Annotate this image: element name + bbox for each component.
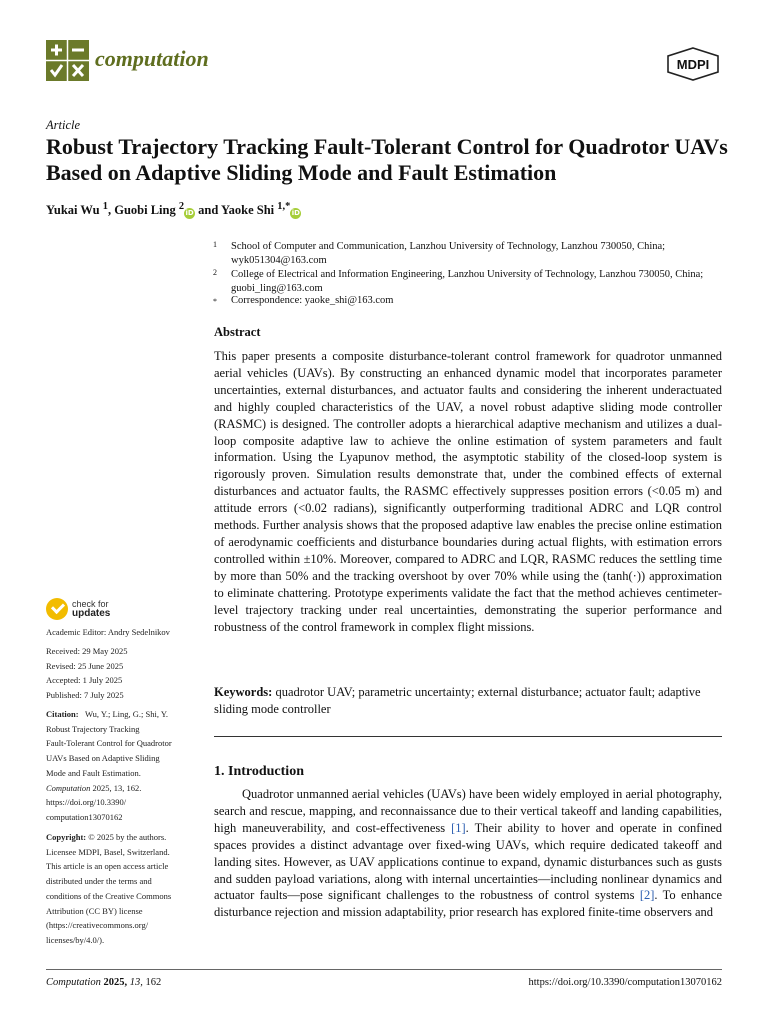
received-date: Received: 29 May 2025 bbox=[46, 646, 128, 656]
copyright-block bbox=[46, 830, 201, 948]
check-updates-icon bbox=[46, 598, 68, 620]
author-name[interactable]: Yaoke Shi bbox=[221, 203, 275, 218]
intro-text-part: . To enhance disturbance rejection and mission adaptability, prior research has explored finite-time observers and bbox=[214, 888, 722, 920]
correspondence-text: Correspondence: yaoke_shi@163.com bbox=[231, 295, 394, 306]
license-link[interactable]: (https://creativecommons.org/ bbox=[46, 920, 149, 931]
author-affiliation-sup: 2 bbox=[178, 201, 185, 212]
citation-block bbox=[46, 707, 201, 825]
academic-editor: Academic Editor: Andry Sedelnikov bbox=[46, 627, 170, 637]
reference-link[interactable]: [2] bbox=[639, 888, 655, 903]
footer-year: 2025, bbox=[103, 977, 128, 988]
copyright-line: © 2025 by the authors. bbox=[88, 832, 167, 842]
check-for-updates-badge[interactable] bbox=[46, 598, 176, 622]
copyright-line: Attribution (CC BY) license bbox=[46, 905, 143, 916]
affiliation-text: College of Electrical and Information Engineering, Lanzhou University of Technology, Lanzhou 730050, China; guobi_ling@163.com bbox=[231, 269, 704, 294]
article-title: Robust Trajectory Tracking Fault-Tolerant Control for Quadrotor UAVs Based on Adaptive Sliding Mode and Fault Estimation bbox=[46, 134, 728, 185]
citation-line: Wu, Y.; Ling, G.; Shi, Y. bbox=[84, 709, 168, 719]
accepted-date: Accepted: 1 July 2025 bbox=[46, 675, 123, 686]
article-type: Article bbox=[46, 118, 81, 132]
keywords-label: Keywords: bbox=[214, 685, 273, 699]
journal-name: computation bbox=[95, 46, 209, 71]
correspondence-mark: * bbox=[213, 297, 217, 306]
footer-citation bbox=[46, 977, 161, 988]
section-heading: 1. Introduction bbox=[214, 764, 304, 779]
affiliation-number: 1 bbox=[213, 240, 217, 249]
author-name[interactable]: Guobi Ling bbox=[114, 203, 176, 218]
journal-logo-icon bbox=[46, 40, 89, 81]
citation-label: Citation: bbox=[46, 709, 79, 719]
citation-doi-link[interactable]: https://doi.org/10.3390/ bbox=[46, 797, 127, 808]
publication-dates bbox=[46, 644, 201, 703]
affiliation-text: School of Computer and Communication, Lanzhou University of Technology, Lanzhou 730050, China; wyk051304@163.com bbox=[231, 241, 666, 266]
author-affiliation-sup: 1,* bbox=[277, 201, 291, 212]
citation-journal: Computation bbox=[46, 782, 91, 793]
published-date: Published: 7 July 2025 bbox=[46, 690, 124, 701]
intro-text-part: . Their ability to hover and operate in confined spaces provides a distinct advantage over fixed-wing UAVs, which require dedicated takeoff and landing sites. However, as UAV applications continue to expand, dynamic disturbances such as gusts and sudden payload variations, along with internal uncertainties—including nonlinear dynamics and actuator faults—pose significant challenges to the robustness of control systems bbox=[214, 820, 722, 903]
footer-volume: 13, bbox=[129, 977, 143, 988]
affiliation-number: 2 bbox=[213, 268, 217, 277]
copyright-line: Licensee MDPI, Basel, Switzerland. bbox=[46, 846, 170, 857]
copyright-line: conditions of the Creative Commons bbox=[46, 890, 172, 901]
orcid-icon[interactable]: iD bbox=[185, 209, 194, 218]
copyright-line: distributed under the terms and bbox=[46, 876, 152, 887]
citation-line: Fault-Tolerant Control for Quadrotor bbox=[46, 738, 172, 749]
publisher-name: MDPI bbox=[676, 57, 710, 72]
mdpi-logo-icon bbox=[666, 47, 720, 81]
copyright-label: Copyright: bbox=[46, 832, 87, 842]
citation-details: 2025, 13, 162. bbox=[92, 782, 142, 793]
footer-doi-link[interactable]: https://doi.org/10.3390/computation13070162 bbox=[528, 977, 722, 988]
footer-article-number: 162 bbox=[145, 977, 162, 988]
author-name[interactable]: Yukai Wu bbox=[46, 203, 100, 218]
introduction-text bbox=[214, 786, 722, 921]
section-divider bbox=[214, 736, 722, 737]
citation-line: Robust Trajectory Tracking bbox=[46, 723, 140, 734]
orcid-icon[interactable]: iD bbox=[291, 209, 300, 218]
check-updates-text bbox=[72, 599, 110, 619]
license-link[interactable]: licenses/by/4.0/). bbox=[46, 934, 105, 945]
footer-journal: Computation bbox=[46, 977, 101, 988]
revised-date: Revised: 25 June 2025 bbox=[46, 660, 124, 671]
citation-line: UAVs Based on Adaptive Sliding bbox=[46, 753, 160, 764]
abstract-heading: Abstract bbox=[214, 325, 261, 339]
abstract-text: This paper presents a composite disturbance-tolerant control framework for quadrotor unmanned aerial vehicles (UAVs). By constructing an enhanced dynamic model that incorporates parameter uncertainties, external disturbances, and actuator faults and considering the inherent underactuated and highly coupled characteristics of the UAV, a novel robust adaptive sliding mode controller (RASMC) is designed. The controller adopts a hierarchical adaptive mechanism and utilizes a dual-loop composite adaptive law to achieve the online estimation of system parameters and fault information. Using the Lyapunov method, the asymptotic stability of the closed-loop system is rigorously proven. Simulation results demonstrate that, under the combined effects of external disturbances and actuator faults, the RASMC effectively suppresses position errors (<0.05 m) and attitude errors (<0.02 radians), significantly outperforming traditional ADRC and LQR control methods. Further analysis shows that the proposed adaptive law enables the precise online estimation of aerodynamic coefficients and disturbance boundaries during actual flights, with estimation errors controlled within ±10%. Moreover, compared to ADRC and LQR, RASMC reduces the settling time by more than 50% and the tracking overshoot by over 70% while using the (tanh(·)) approximation to eliminate chattering. Prototype experiments validate the fact that the method achieves centimeter-level trajectory tracking under real uncertainties, demonstrating the superior performance and robustness of the control framework in complex flight missions. bbox=[214, 349, 722, 634]
check-updates-line2: updates bbox=[72, 608, 111, 619]
author-affiliation-sup: 1 bbox=[102, 201, 108, 212]
keywords-text: quadrotor UAV; parametric uncertainty; external disturbance; actuator fault; adaptive sliding mode controller bbox=[214, 685, 701, 716]
check-updates-line1: check for bbox=[72, 599, 109, 609]
intro-text-part: Quadrotor unmanned aerial vehicles (UAVs) have been widely employed in aerial photography, search and rescue, mapping, and reconnaissance due to their vertical takeoff and landing capabilities, high maneuverability, and cost-effectiveness bbox=[214, 787, 722, 835]
author-list: Yukai Wu $^1$, Guobi Ling $^2$iD and Yaoke Shi $^{1,*}$iD bbox=[46, 201, 300, 218]
citation-doi-link[interactable]: computation13070162 bbox=[46, 811, 123, 822]
keywords bbox=[214, 684, 722, 718]
copyright-line: This article is an open access article bbox=[46, 861, 169, 872]
citation-line: Mode and Fault Estimation. bbox=[46, 767, 141, 778]
footer-divider bbox=[46, 969, 722, 970]
reference-link[interactable]: [1] bbox=[451, 820, 466, 835]
